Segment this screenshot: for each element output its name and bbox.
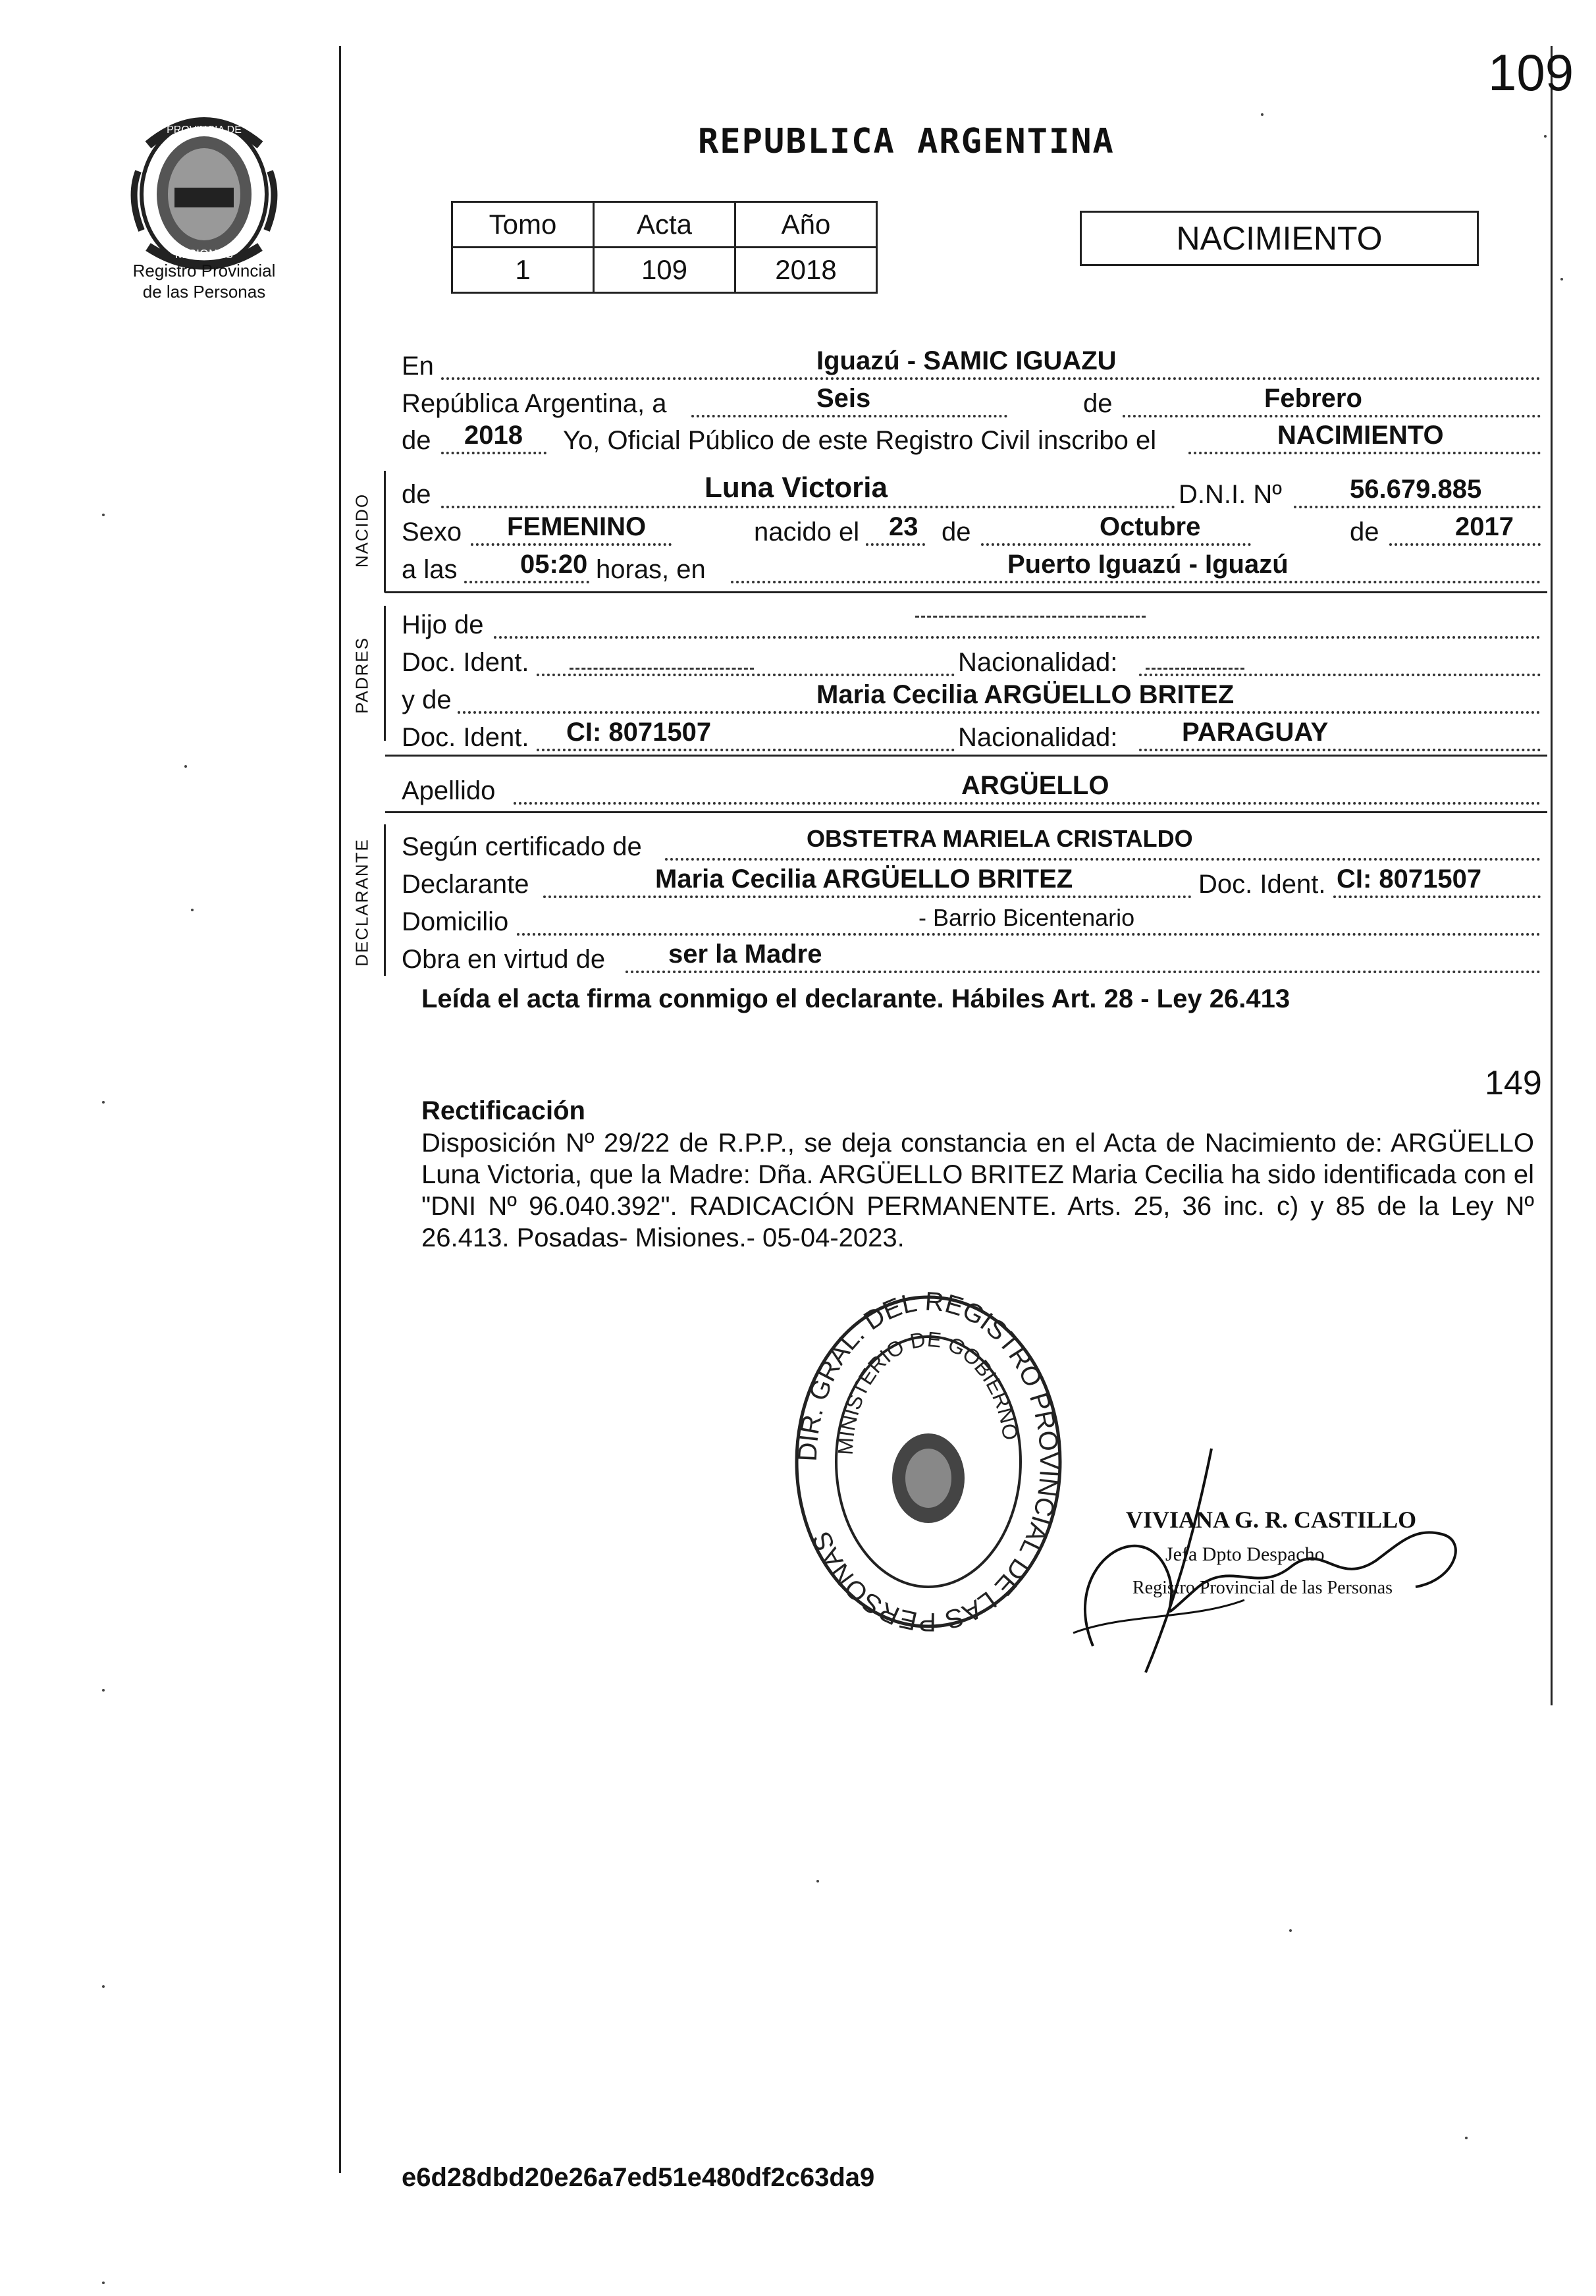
value-certifier: OBSTETRA MARIELA CRISTALDO xyxy=(807,825,1193,852)
label-dni: D.N.I. Nº xyxy=(1179,480,1282,509)
value-capacity: ser la Madre xyxy=(668,940,822,969)
record-value-row xyxy=(452,248,877,293)
record-header-row xyxy=(452,202,877,248)
section-bracket-padres xyxy=(384,606,386,741)
official-signature-icon xyxy=(1047,1435,1481,1686)
label-en: En xyxy=(402,352,434,381)
seal-inner-text: MINISTERIO DE GOBIERNO xyxy=(833,1327,1023,1456)
dotted-line xyxy=(665,858,1541,861)
scan-speck xyxy=(1465,2137,1468,2139)
document-type-box: NACIMIENTO xyxy=(1080,211,1479,266)
scan-speck xyxy=(102,514,105,516)
official-seal-icon xyxy=(790,1291,1067,1633)
row-name xyxy=(402,471,1547,511)
dotted-line xyxy=(731,581,1541,583)
section-divider xyxy=(385,591,1547,593)
page-number: 109 xyxy=(1488,43,1574,101)
label-apellido: Apellido xyxy=(402,776,496,805)
value-mother-doc: CI: 8071507 xyxy=(566,718,712,747)
scan-speck xyxy=(102,1689,105,1692)
official-role: Jefa Dpto Despacho xyxy=(1165,1543,1325,1565)
label-hijo-de: Hijo de xyxy=(402,610,484,639)
value-birth-year: 2017 xyxy=(1455,512,1514,541)
value-surname: ARGÜELLO xyxy=(961,771,1109,800)
value-address: - Barrio Bicentenario xyxy=(918,904,1135,931)
value-month: Febrero xyxy=(1264,384,1362,413)
dotted-line xyxy=(1139,674,1541,676)
dotted-line xyxy=(1188,452,1541,454)
org-name-line2: de las Personas xyxy=(142,282,266,302)
record-header-acta: Acta xyxy=(594,202,735,248)
dotted-line xyxy=(464,581,589,583)
dotted-line xyxy=(1139,749,1541,751)
value-birth-month: Octubre xyxy=(1100,512,1201,541)
side-label-nacido: NACIDO xyxy=(352,493,372,568)
value-birth-time: 05:20 xyxy=(520,550,588,579)
row-declarant xyxy=(402,864,1547,901)
label-y-de: y de xyxy=(402,685,452,714)
official-name: VIVIANA G. R. CASTILLO xyxy=(1126,1507,1417,1533)
label-republica: República Argentina, a xyxy=(402,389,667,418)
dotted-line xyxy=(1389,543,1541,546)
dotted-line xyxy=(1123,415,1541,417)
crest-text-top: PROVINCIA DE xyxy=(167,124,242,136)
value-name: Luna Victoria xyxy=(705,471,888,504)
dotted-line xyxy=(625,971,1541,973)
label-doc-ident-declarant: Doc. Ident. xyxy=(1198,870,1326,899)
record-header-tomo: Tomo xyxy=(452,202,594,248)
value-mother-name: Maria Cecilia ARGÜELLO BRITEZ xyxy=(816,680,1235,709)
label-obra: Obra en virtud de xyxy=(402,945,606,974)
value-place: Iguazú - SAMIC IGUAZU xyxy=(816,346,1117,375)
label-inscribo: Yo, Oficial Público de este Registro Civil inscribo el xyxy=(563,426,1157,455)
record-value-anio: 2018 xyxy=(735,248,877,293)
row-place xyxy=(402,346,1547,383)
dotted-line xyxy=(1294,506,1541,508)
label-horas-en: horas, en xyxy=(596,555,706,584)
blank-dash-line xyxy=(570,668,754,670)
label-certificado: Según certificado de xyxy=(402,832,642,861)
row-year xyxy=(402,420,1547,457)
row-address xyxy=(402,901,1547,938)
label-de-name: de xyxy=(402,480,431,509)
dotted-line xyxy=(691,415,1007,417)
blank-dash-line xyxy=(1146,668,1244,670)
value-declarant: Maria Cecilia ARGÜELLO BRITEZ xyxy=(655,865,1073,894)
label-de-month: de xyxy=(1083,389,1113,418)
label-sexo: Sexo xyxy=(402,518,462,547)
org-name-line1: Registro Provincial xyxy=(132,261,276,280)
value-birth-place: Puerto Iguazú - Iguazú xyxy=(1007,550,1289,579)
row-capacity xyxy=(402,939,1547,976)
section-bracket-declarante xyxy=(384,824,386,976)
value-act-kind: NACIMIENTO xyxy=(1277,421,1444,450)
side-label-declarante: DECLARANTE xyxy=(352,838,372,967)
blank-dash-line xyxy=(915,616,1146,618)
record-table xyxy=(451,201,878,294)
label-domicilio: Domicilio xyxy=(402,907,509,936)
dotted-line xyxy=(981,543,1251,546)
dotted-line xyxy=(458,711,1541,714)
value-declarant-doc: CI: 8071507 xyxy=(1337,865,1482,894)
label-de-birth-month: de xyxy=(942,518,971,547)
dotted-line xyxy=(543,895,1192,898)
row-certificate xyxy=(402,826,1547,863)
scan-speck xyxy=(1261,113,1264,116)
label-de-year: de xyxy=(402,426,431,455)
label-nacido-el: nacido el xyxy=(754,518,860,547)
scan-speck xyxy=(102,2282,105,2284)
row-date xyxy=(402,383,1547,420)
dotted-line xyxy=(441,377,1541,380)
dotted-line xyxy=(514,802,1541,805)
label-doc-ident-father: Doc. Ident. xyxy=(402,648,529,677)
scan-speck xyxy=(1289,1929,1292,1932)
row-surname xyxy=(402,770,1547,807)
side-label-padres: PADRES xyxy=(352,637,372,714)
record-header-anio: Año xyxy=(735,202,877,248)
crest-text-bottom: MISIONES xyxy=(174,248,234,261)
value-year: 2018 xyxy=(464,421,523,450)
document-hash: e6d28dbd20e26a7ed51e480df2c63da9 xyxy=(402,2163,875,2192)
row-hijo-de xyxy=(402,604,1547,641)
section-bracket-nacido xyxy=(384,471,386,593)
dotted-line xyxy=(1333,895,1541,898)
label-a-las: a las xyxy=(402,555,458,584)
scan-speck xyxy=(102,1101,105,1104)
rectification-number: 149 xyxy=(1485,1064,1542,1102)
left-margin-line xyxy=(339,46,341,2173)
section-divider xyxy=(385,811,1547,813)
official-org: Registro Provincial de las Personas xyxy=(1132,1578,1393,1598)
scan-speck xyxy=(102,1985,105,1988)
signature-note: Leída el acta firma conmigo el declarante. Hábiles Art. 28 - Ley 26.413 xyxy=(421,984,1290,1013)
seal-outer-text: DIR. GRAL. DEL REGISTRO PROVINCIAL DE LAS PERSONAS xyxy=(793,1291,1064,1633)
dotted-line xyxy=(471,543,672,546)
right-margin-line xyxy=(1551,46,1553,1705)
record-value-acta: 109 xyxy=(594,248,735,293)
scan-speck xyxy=(1560,278,1563,280)
label-nacionalidad-mother: Nacionalidad: xyxy=(958,723,1118,752)
scan-speck xyxy=(184,765,187,768)
dotted-line xyxy=(494,636,1541,639)
dotted-line xyxy=(866,543,925,546)
row-time-place xyxy=(402,549,1547,586)
section-divider xyxy=(385,755,1547,757)
value-sex: FEMENINO xyxy=(507,512,647,541)
dotted-line xyxy=(441,506,1175,508)
label-nacionalidad-father: Nacionalidad: xyxy=(958,648,1118,677)
value-dni: 56.679.885 xyxy=(1350,475,1482,504)
row-mother xyxy=(402,680,1547,716)
label-declarante: Declarante xyxy=(402,870,529,899)
value-day: Seis xyxy=(816,384,871,413)
provincial-crest-icon xyxy=(122,105,286,277)
country-title: REPUBLICA ARGENTINA xyxy=(698,122,1115,161)
scan-speck xyxy=(1544,135,1547,138)
org-name xyxy=(99,260,309,302)
row-father-doc xyxy=(402,642,1547,679)
label-de-birth-year: de xyxy=(1350,518,1379,547)
dotted-line xyxy=(517,933,1541,936)
value-mother-nationality: PARAGUAY xyxy=(1182,718,1329,747)
dotted-line xyxy=(537,749,955,751)
value-birth-day: 23 xyxy=(889,512,918,541)
dotted-line xyxy=(537,674,955,676)
label-doc-ident-mother: Doc. Ident. xyxy=(402,723,529,752)
dotted-line xyxy=(441,452,546,454)
rectification-title: Rectificación xyxy=(421,1096,585,1125)
rectification-text: Disposición Nº 29/22 de R.P.P., se deja constancia en el Acta de Nacimiento de: ARGÜELLO Luna Victoria, que la Madre: Dña. ARGÜELLO BRITEZ Maria Cecilia ha sido identificada con el "DNI Nº 96.040.392". RADICACIÓN PERMANENTE. Arts. 25, 36 inc. c) y 85 de la Ley Nº 26.413. Posadas- Misiones.- 05-04-2023. xyxy=(421,1129,1534,1252)
row-sex-birth xyxy=(402,512,1547,548)
scan-speck xyxy=(191,909,194,911)
row-mother-doc xyxy=(402,717,1547,754)
scan-speck xyxy=(816,1880,819,1882)
record-value-tomo: 1 xyxy=(452,248,594,293)
